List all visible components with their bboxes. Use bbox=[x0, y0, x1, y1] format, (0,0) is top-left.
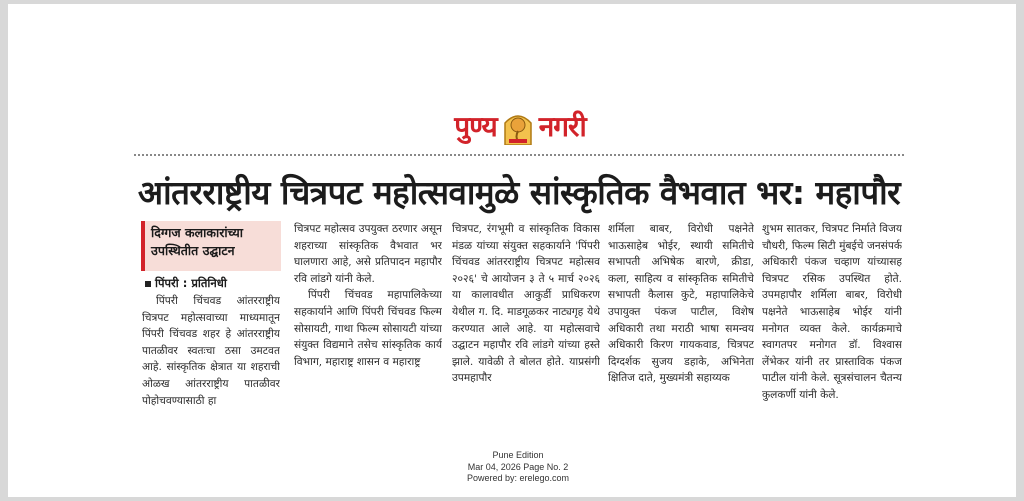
article-column-4 bbox=[608, 221, 754, 421]
article-column-2 bbox=[294, 221, 442, 421]
column-paragraph: चित्रपट महोत्सव उपयुक्त ठरणार असून शहराच्या सांस्कृतिक वैभवात भर घालणारा आहे, असे प्रतिपादन महापौर रवि लांडगे यांनी केले. bbox=[294, 223, 442, 285]
column-paragraph: शुभम सातकर, चित्रपट निर्माते विजय चौधरी, फिल्म सिटी मुंबईचे जनसंपर्क अधिकारी पंकज चव्हाण यांच्यासह चित्रपट रसिक उपस्थित होते. उपमहापौर शर्मिला बाबर, विरोधी पक्षनेते भाऊसाहेब भोईर यांनी मनोगत व्यक्त केले. कार्यक्रमाचे स्वागतपर मनोगत डॉ. विश्वास लेंभेकर यांनी तर प्रास्ताविक पंकज पाटील यांनी केले. सूत्रसंचालन चैतन्य कुलकर्णी यांनी केले. bbox=[762, 223, 902, 401]
article-headline: आंतरराष्ट्रीय चित्रपट महोत्सवामुळे सांस्कृतिक वैभवात भर: महापौर bbox=[137, 172, 901, 212]
article-column-3 bbox=[452, 221, 600, 421]
newspaper-clipping bbox=[8, 4, 1016, 497]
masthead-left-word: पुण्य bbox=[454, 110, 497, 143]
byline-text: पिंपरी : प्रतिनिधी bbox=[155, 276, 227, 290]
article-column-1 bbox=[142, 293, 280, 421]
masthead-right-word: नगरी bbox=[538, 110, 586, 143]
column-paragraph: पिंपरी चिंचवड महापालिकेच्या सहकार्याने आणि पिंपरी चिंचवड फिल्म सोसायटी, गाथा फिल्म सोसायटी यांच्या संयुक्त विद्यमाने तसेच सांस्कृतिक कार्य विभाग, महाराष्ट्र शासन व महाराष्ट्र bbox=[294, 289, 442, 368]
byline-bullet-icon bbox=[145, 281, 151, 287]
column-paragraph: पिंपरी चिंचवड आंतरराष्ट्रीय चित्रपट महोत्सवाच्या माध्यमातून पिंपरी चिंचवड शहर हे आंतरराष्ट्रीय पातळीवर स्वतःचा ठसा उमटवत आहे. सांस्कृतिक क्षेत्रात या शहराची ओळख आंतरराष्ट्रीय पातळीवर पोहोचवण्यासाठी हा bbox=[142, 295, 280, 407]
footer-date-page: Mar 04, 2026 Page No. 2 bbox=[467, 461, 569, 472]
footer-powered-by: Powered by: erelego.com bbox=[466, 473, 570, 483]
masthead-divider bbox=[134, 154, 904, 156]
masthead-logo bbox=[418, 104, 622, 150]
article-subheading: दिग्गज कलाकारांच्या उपस्थितीत उद्घाटन bbox=[141, 221, 281, 271]
column-paragraph: शर्मिला बाबर, विरोधी पक्षनेते भाऊसाहेब भोईर, स्थायी समितीचे सभापती अभिषेक बारणे, क्रीडा, कला, साहित्य व सांस्कृतिक समितीचे सभापती कैलास कुटे, महापालिकेचे उपायुक्त पंकज पाटील, विशेष अधिकारी तथा मराठी भाषा समन्वय अधिकारी किरण गायकवाड, चित्रपट दिग्दर्शक सुजय डहाके, अभिनेता क्षितिज दाते, मुख्यमंत्री सहाय्यक bbox=[608, 223, 754, 385]
footer-edition: Pune Edition bbox=[492, 450, 544, 460]
article-column-5 bbox=[762, 221, 902, 421]
column-paragraph: चित्रपट, रंगभूमी व सांस्कृतिक विकास मंडळ यांच्या संयुक्त सहकार्याने 'पिंपरी चिंचवड आंतरराष्ट्रीय चित्रपट महोत्सव २०२६' चे आयोजन ३ ते ५ मार्च २०२६ या कालावधीत आकुर्डी प्राधिकरण येथील ग. दि. माडगूळकर नाट्यगृह येथे करण्यात आले आहे. या महोत्सवाचे उद्घाटन महापौर रवि लांडगे यांच्या हस्ते झाले. यावेळी ते बोलत होते. याप्रसंगी उपमहापौर bbox=[452, 223, 600, 385]
article-byline bbox=[145, 276, 227, 291]
edition-footer bbox=[428, 450, 608, 485]
ganesha-emblem-icon bbox=[501, 109, 535, 145]
